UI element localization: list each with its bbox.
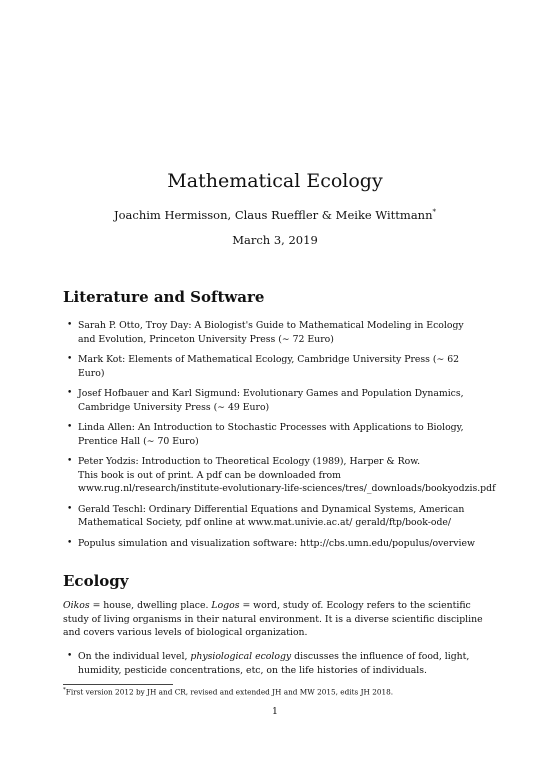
literature-item	[63, 503, 503, 530]
paragraph-line: study of living organisms in their natural environment. It is a diverse scientific discipline	[63, 613, 483, 625]
authors-footnote-mark: *	[432, 208, 436, 217]
bullet-icon: •	[67, 651, 73, 661]
item-line	[78, 650, 503, 664]
item-line: Linda Allen: An Introduction to Stochastic Processes with Applications to Biology,	[78, 422, 464, 433]
bullet-icon: •	[67, 354, 73, 364]
footnote-mark: *	[63, 687, 66, 693]
literature-item	[63, 421, 503, 448]
item-line: Josef Hofbauer and Karl Sigmund: Evolutionary Games and Population Dynamics,	[78, 388, 464, 399]
term-oikos: Oikos	[63, 600, 90, 611]
paragraph-line	[63, 599, 503, 613]
bullet-icon: •	[67, 320, 73, 330]
item-line: humidity, pesticide concentrations, etc, on the life histories of individuals.	[78, 664, 427, 676]
item-line: and Evolution, Princeton University Press (∼ 72 Euro)	[78, 333, 334, 345]
literature-item	[63, 353, 503, 380]
item-text: On the individual level,	[78, 651, 191, 662]
paragraph-line: and covers various levels of biological organization.	[63, 627, 308, 638]
item-line: Mark Kot: Elements of Mathematical Ecology, Cambridge University Press (∼ 62	[78, 354, 460, 365]
term-logos: Logos	[211, 600, 240, 611]
ecology-paragraph	[63, 599, 503, 640]
item-text: discusses the influence of food, light,	[291, 651, 470, 662]
bullet-icon: •	[67, 422, 73, 432]
term-physiological-ecology: physiological ecology	[190, 651, 292, 662]
literature-item	[63, 537, 503, 551]
bullet-icon: •	[67, 456, 73, 466]
item-line: Euro)	[78, 367, 105, 379]
bullet-icon: •	[67, 388, 73, 398]
ecology-item	[63, 650, 503, 677]
authors-line	[0, 208, 550, 222]
footnote-divider	[63, 684, 173, 685]
authors-text: Joachim Hermisson, Claus Rueffler & Meike Wittmann	[113, 208, 433, 222]
item-line: Sarah P. Otto, Troy Day: A Biologist's Guide to Mathematical Modeling in Ecology	[78, 320, 464, 331]
document-title: Mathematical Ecology	[167, 170, 383, 192]
item-line: Mathematical Society, pdf online at www.mat.univie.ac.at/ gerald/ftp/book-ode/	[78, 517, 452, 528]
section-heading-ecology: Ecology	[63, 572, 129, 590]
logos-definition: = word, study of. Ecology refers to the scientific	[239, 600, 471, 611]
item-line: Prentice Hall (∼ 70 Euro)	[78, 435, 199, 447]
bullet-icon: •	[67, 537, 73, 548]
document-date: March 3, 2019	[232, 233, 318, 247]
footnote	[63, 687, 393, 696]
page-number: 1	[272, 706, 278, 717]
literature-item	[63, 319, 503, 346]
item-line: Gerald Teschl: Ordinary Differential Equations and Dynamical Systems, American	[78, 503, 465, 515]
oikos-definition: = house, dwelling place.	[89, 600, 212, 611]
item-line: www.rug.nl/research/institute-evolutionary-life-sciences/tres/_downloads/bookyodzis.pdf	[78, 483, 496, 494]
item-line: This book is out of print. A pdf can be downloaded from	[78, 469, 341, 481]
ecology-list	[63, 650, 503, 677]
footnote-text: First version 2012 by JH and CR, revised and extended JH and MW 2015, edits JH 2018.	[65, 687, 394, 697]
item-line: Cambridge University Press (∼ 49 Euro)	[78, 401, 270, 413]
item-line: Populus simulation and visualization software: http://cbs.umn.edu/populus/overview	[78, 537, 475, 549]
item-line: Peter Yodzis: Introduction to Theoretical Ecology (1989), Harper & Row.	[78, 456, 421, 467]
bullet-icon: •	[67, 503, 73, 514]
literature-item	[63, 387, 503, 414]
section-heading-literature: Literature and Software	[63, 288, 265, 306]
literature-item	[63, 455, 503, 496]
literature-list	[63, 319, 503, 557]
